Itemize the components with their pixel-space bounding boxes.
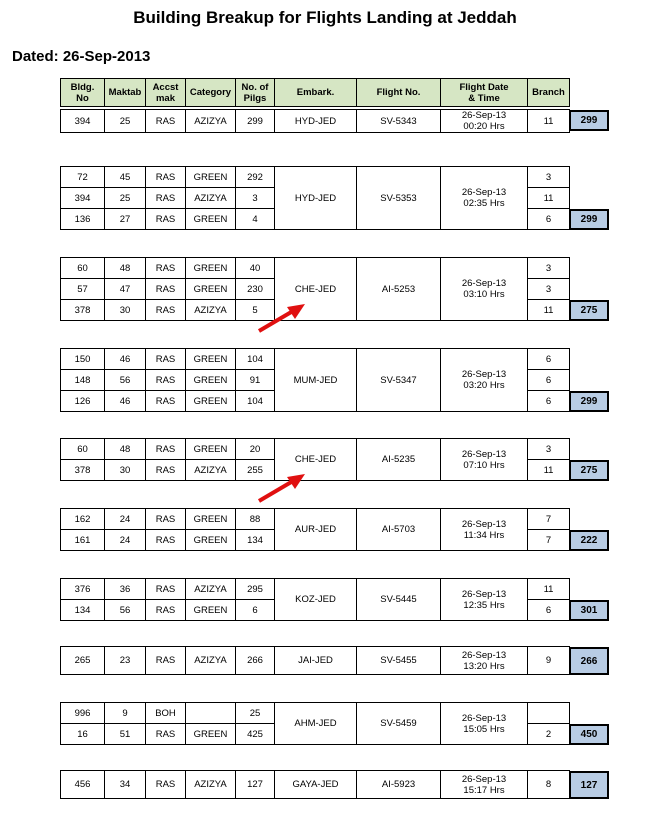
flight-time: 02:35 Hrs [463, 198, 505, 209]
category-cell: AZIZYA [186, 460, 236, 481]
header-no-of-pilgs: No. of Pilgs [236, 79, 275, 107]
pilgs-cell: 88 [236, 509, 275, 530]
category-cell: AZIZYA [186, 771, 236, 799]
accst-cell: BOH [146, 703, 186, 724]
pilgs-cell: 4 [236, 209, 275, 230]
flight-no-cell: SV-5347 [357, 349, 441, 412]
flight-datetime-cell [441, 771, 528, 799]
pilgs-cell: 40 [236, 258, 275, 279]
flight-no-cell: AI-5253 [357, 258, 441, 321]
category-cell: GREEN [186, 600, 236, 621]
branch-cell: 7 [528, 530, 570, 551]
bldg-no-cell: 57 [61, 279, 105, 300]
table-row [61, 579, 570, 600]
flight-no-cell: SV-5353 [357, 167, 441, 230]
accst-cell: RAS [146, 279, 186, 300]
branch-cell: 11 [528, 188, 570, 209]
bldg-no-cell: 161 [61, 530, 105, 551]
flight-no-cell: AI-5923 [357, 771, 441, 799]
bldg-no-cell: 376 [61, 579, 105, 600]
maktab-cell: 24 [105, 509, 146, 530]
accst-cell: RAS [146, 724, 186, 745]
branch-cell: 6 [528, 349, 570, 370]
flight-no-cell: SV-5459 [357, 703, 441, 745]
flight-date: 26-Sep-13 [461, 448, 507, 460]
flight-no-cell: SV-5343 [357, 110, 441, 133]
embark-cell: KOZ-JED [275, 579, 357, 621]
flight-block [60, 646, 569, 675]
accst-cell: RAS [146, 460, 186, 481]
total-pilgs-box: 275 [569, 300, 609, 321]
embark-cell: AHM-JED [275, 703, 357, 745]
flight-date: 26-Sep-13 [461, 110, 507, 121]
flight-datetime-cell [441, 439, 528, 481]
total-pilgs-box: 266 [569, 647, 609, 675]
embark-cell: AUR-JED [275, 509, 357, 551]
flight-block [60, 166, 569, 230]
pilgs-cell: 295 [236, 579, 275, 600]
maktab-cell: 30 [105, 460, 146, 481]
table-row [61, 771, 570, 799]
branch-cell: 9 [528, 647, 570, 675]
dated-label: Dated: 26-Sep-2013 [12, 48, 151, 65]
header-bldg-no: Bldg. No [61, 79, 105, 107]
table-row [61, 439, 570, 460]
bldg-no-cell: 394 [61, 110, 105, 133]
pilgs-cell: 230 [236, 279, 275, 300]
maktab-cell: 24 [105, 530, 146, 551]
table-row [61, 349, 570, 370]
flight-datetime-cell [441, 167, 528, 230]
accst-cell: RAS [146, 509, 186, 530]
table-row [61, 647, 570, 675]
flight-time: 00:20 Hrs [463, 121, 505, 132]
header-flight-date-time: Flight Date & Time [441, 79, 528, 107]
category-cell: GREEN [186, 391, 236, 412]
accst-cell: RAS [146, 530, 186, 551]
bldg-no-cell: 126 [61, 391, 105, 412]
flight-block [60, 702, 569, 745]
flight-date: 26-Sep-13 [461, 369, 507, 380]
category-cell: GREEN [186, 370, 236, 391]
category-cell: GREEN [186, 530, 236, 551]
category-cell: AZIZYA [186, 300, 236, 321]
maktab-cell: 36 [105, 579, 146, 600]
pilgs-cell: 104 [236, 391, 275, 412]
accst-cell: RAS [146, 188, 186, 209]
pilgs-cell: 25 [236, 703, 275, 724]
branch-cell: 11 [528, 110, 570, 133]
branch-cell: 11 [528, 300, 570, 321]
branch-cell: 11 [528, 579, 570, 600]
flight-block [60, 508, 569, 551]
flight-date: 26-Sep-13 [461, 588, 507, 600]
maktab-cell: 56 [105, 370, 146, 391]
embark-cell: CHE-JED [275, 439, 357, 481]
embark-cell: MUM-JED [275, 349, 357, 412]
header-accst-mak: Accst mak [146, 79, 186, 107]
pilgs-cell: 266 [236, 647, 275, 675]
flight-time: 03:10 Hrs [463, 289, 505, 300]
table-row [61, 703, 570, 724]
maktab-cell: 25 [105, 110, 146, 133]
pilgs-cell: 5 [236, 300, 275, 321]
maktab-cell: 23 [105, 647, 146, 675]
accst-cell: RAS [146, 439, 186, 460]
total-pilgs-box: 275 [569, 460, 609, 481]
accst-cell: RAS [146, 370, 186, 391]
branch-cell: 6 [528, 391, 570, 412]
branch-cell: 3 [528, 279, 570, 300]
accst-cell: RAS [146, 647, 186, 675]
flight-block [60, 109, 569, 133]
flight-block [60, 438, 569, 481]
flight-datetime-cell [441, 579, 528, 621]
flight-date: 26-Sep-13 [461, 712, 507, 724]
flight-datetime-cell [441, 703, 528, 745]
branch-cell: 6 [528, 209, 570, 230]
table-row [61, 258, 570, 279]
flight-block [60, 348, 569, 412]
accst-cell: RAS [146, 579, 186, 600]
flight-no-cell: AI-5703 [357, 509, 441, 551]
flight-date: 26-Sep-13 [461, 773, 507, 785]
embark-cell: HYD-JED [275, 110, 357, 133]
flight-block [60, 578, 569, 621]
header-flight-no: Flight No. [357, 79, 441, 107]
flight-time: 12:35 Hrs [463, 599, 505, 611]
red-arrow-icon [257, 473, 307, 503]
total-pilgs-box: 301 [569, 600, 609, 621]
bldg-no-cell: 16 [61, 724, 105, 745]
bldg-no-cell: 265 [61, 647, 105, 675]
pilgs-cell: 91 [236, 370, 275, 391]
accst-cell: RAS [146, 349, 186, 370]
flight-date: 26-Sep-13 [461, 518, 507, 530]
red-arrow-icon [257, 303, 307, 333]
pilgs-cell: 299 [236, 110, 275, 133]
total-pilgs-box: 299 [569, 391, 609, 412]
branch-cell [528, 703, 570, 724]
bldg-no-cell: 378 [61, 300, 105, 321]
branch-cell: 6 [528, 370, 570, 391]
table-row [61, 509, 570, 530]
pilgs-cell: 20 [236, 439, 275, 460]
category-cell: AZIZYA [186, 188, 236, 209]
flight-time: 07:10 Hrs [463, 459, 505, 471]
flight-date: 26-Sep-13 [461, 649, 507, 661]
pilgs-cell: 425 [236, 724, 275, 745]
category-cell: GREEN [186, 509, 236, 530]
maktab-cell: 46 [105, 349, 146, 370]
accst-cell: RAS [146, 600, 186, 621]
bldg-no-cell: 378 [61, 460, 105, 481]
bldg-no-cell: 60 [61, 258, 105, 279]
table-header [60, 78, 570, 107]
flight-time: 11:34 Hrs [463, 529, 505, 541]
table-row [61, 110, 570, 133]
flight-datetime-cell [441, 349, 528, 412]
maktab-cell: 45 [105, 167, 146, 188]
flight-date: 26-Sep-13 [461, 278, 507, 289]
flight-datetime-cell [441, 647, 528, 675]
embark-cell: JAI-JED [275, 647, 357, 675]
category-cell [186, 703, 236, 724]
maktab-cell: 47 [105, 279, 146, 300]
accst-cell: RAS [146, 771, 186, 799]
category-cell: GREEN [186, 258, 236, 279]
accst-cell: RAS [146, 167, 186, 188]
maktab-cell: 48 [105, 258, 146, 279]
category-cell: GREEN [186, 209, 236, 230]
branch-cell: 8 [528, 771, 570, 799]
flight-block [60, 257, 569, 321]
maktab-cell: 34 [105, 771, 146, 799]
bldg-no-cell: 456 [61, 771, 105, 799]
bldg-no-cell: 136 [61, 209, 105, 230]
maktab-cell: 48 [105, 439, 146, 460]
pilgs-cell: 127 [236, 771, 275, 799]
bldg-no-cell: 162 [61, 509, 105, 530]
branch-cell: 6 [528, 600, 570, 621]
pilgs-cell: 104 [236, 349, 275, 370]
flight-time: 03:20 Hrs [463, 380, 505, 391]
branch-cell: 3 [528, 258, 570, 279]
bldg-no-cell: 394 [61, 188, 105, 209]
maktab-cell: 56 [105, 600, 146, 621]
header-category: Category [186, 79, 236, 107]
embark-cell: GAYA-JED [275, 771, 357, 799]
embark-cell: CHE-JED [275, 258, 357, 321]
total-pilgs-box: 450 [569, 724, 609, 745]
flight-datetime-cell [441, 110, 528, 133]
flight-time: 15:17 Hrs [463, 784, 505, 796]
flight-time: 13:20 Hrs [463, 660, 505, 672]
maktab-cell: 46 [105, 391, 146, 412]
accst-cell: RAS [146, 110, 186, 133]
branch-cell: 11 [528, 460, 570, 481]
accst-cell: RAS [146, 209, 186, 230]
branch-cell: 3 [528, 439, 570, 460]
accst-cell: RAS [146, 300, 186, 321]
maktab-cell: 25 [105, 188, 146, 209]
flight-time: 15:05 Hrs [463, 723, 505, 735]
flight-datetime-cell [441, 509, 528, 551]
branch-cell: 2 [528, 724, 570, 745]
category-cell: GREEN [186, 279, 236, 300]
category-cell: GREEN [186, 724, 236, 745]
pilgs-cell: 3 [236, 188, 275, 209]
header-branch: Branch [528, 79, 570, 107]
bldg-no-cell: 148 [61, 370, 105, 391]
category-cell: AZIZYA [186, 110, 236, 133]
header-maktab: Maktab [105, 79, 146, 107]
table-row [61, 167, 570, 188]
maktab-cell: 51 [105, 724, 146, 745]
header-embark: Embark. [275, 79, 357, 107]
total-pilgs-box: 127 [569, 771, 609, 799]
bldg-no-cell: 150 [61, 349, 105, 370]
maktab-cell: 9 [105, 703, 146, 724]
category-cell: GREEN [186, 167, 236, 188]
total-pilgs-box: 299 [569, 110, 609, 131]
flight-datetime-cell [441, 258, 528, 321]
flight-no-cell: AI-5235 [357, 439, 441, 481]
page-title: Building Breakup for Flights Landing at Jeddah [133, 8, 517, 27]
category-cell: GREEN [186, 349, 236, 370]
branch-cell: 3 [528, 167, 570, 188]
pilgs-cell: 6 [236, 600, 275, 621]
accst-cell: RAS [146, 258, 186, 279]
maktab-cell: 30 [105, 300, 146, 321]
bldg-no-cell: 72 [61, 167, 105, 188]
total-pilgs-box: 222 [569, 530, 609, 551]
flight-date: 26-Sep-13 [461, 187, 507, 198]
flight-no-cell: SV-5445 [357, 579, 441, 621]
accst-cell: RAS [146, 391, 186, 412]
category-cell: AZIZYA [186, 579, 236, 600]
pilgs-cell: 134 [236, 530, 275, 551]
pilgs-cell: 255 [236, 460, 275, 481]
flight-block [60, 770, 569, 799]
maktab-cell: 27 [105, 209, 146, 230]
bldg-no-cell: 996 [61, 703, 105, 724]
bldg-no-cell: 134 [61, 600, 105, 621]
pilgs-cell: 292 [236, 167, 275, 188]
category-cell: AZIZYA [186, 647, 236, 675]
flight-no-cell: SV-5455 [357, 647, 441, 675]
bldg-no-cell: 60 [61, 439, 105, 460]
branch-cell: 7 [528, 509, 570, 530]
total-pilgs-box: 299 [569, 209, 609, 230]
category-cell: GREEN [186, 439, 236, 460]
embark-cell: HYD-JED [275, 167, 357, 230]
